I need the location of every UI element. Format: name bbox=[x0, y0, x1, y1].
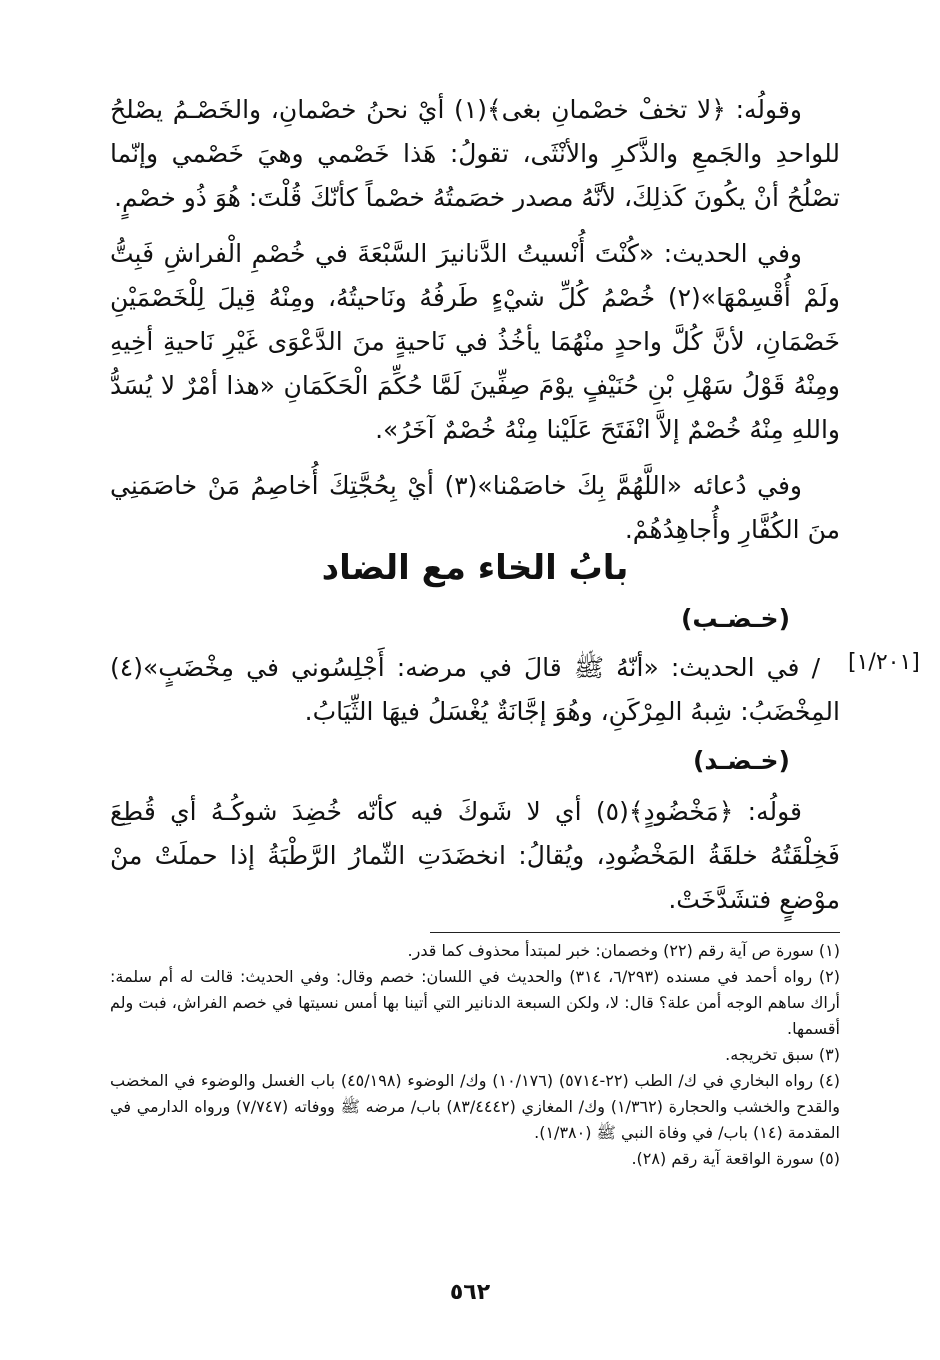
page-number: ٥٦٢ bbox=[449, 1280, 491, 1305]
main-text bbox=[110, 88, 840, 552]
paragraph-2: وفي الحديث: «كُنْتَ أُنْسيتُ الدَّنانيرَ السَّبْعَةَ في خُصْمِ الْفراشِ فَبِتُّ ولَمْ أُقْسِمْهَا»(٢) خُصْمُ كُلِّ شيْءٍ طَرفُهُ ونَاحيتُهُ، ومِنْهُ قِيلَ لِلْخَصْمَيْنِ خَصْمَانِ، لأنَّ كُلَّ واحدٍ منْهُمَا يأخُذُ في نَاحيةٍ منَ الدَّعْوَى غَيْرِ نَاحيةِ أخِيهِ ومِنْهُ قَوْلُ سَهْلِ بْنِ حُنَيْفٍ يوْمَ صِفِّينَ لَمَّا حُكِّمَ الْحَكَمَانِ «هذا أمْرٌ لا يُسَدُّ واللهِ مِنْهُ خُصْمٌ إلاَّ انْفَتَحَ عَلَيْنا مِنْهُ خُصْمٌ آخَرُ». bbox=[110, 239, 840, 444]
entry-khadad-text bbox=[110, 790, 840, 922]
entry-heading-khadab: (خـضـب) bbox=[680, 604, 790, 633]
footnote-4: (٤) رواه البخاري في ك/ الطب (٢٢-٥٧١٤) (١٠/١٧٦) وك/ الوضوء (٤٥/١٩٨) باب الغسل والوضوء في المخضب والقدح والخشب والحجارة (١/٣٦٢) وك/ المغازي (٨٣/٤٤٤٢) باب/ مرضه ﷺ ووفاته (٧/٧٤٧) ورواه الدارمي في المقدمة (١٤) باب/ في وفاة النبي ﷺ (١/٣٨٠). bbox=[110, 1071, 841, 1142]
footnote-1: (١) سورة ص آية رقم (٢٢) وخصمان: خبر لمبتدأ محذوف كما قدر. bbox=[407, 941, 840, 960]
paragraph-1: وقولُه: ﴿لا تخفْ خصْمانِ بغى﴾(١) أيْ نحنُ خصْمانِ، والخَصْـمُ يصْلحُ للواحدِ والجَمعِ والذَّكرِ والأنْثَى، تقولُ: هَذا خَصْمي وهيَ خَصْمي وإنّما تصْلُحُ أنْ يكُونَ كَذلِكَ، لأنَّهُ مصدر خصَمتُهُ خصْماً كأنّكَ قُلْتَ: هُوَ ذُو خصْمٍ. bbox=[110, 95, 840, 212]
entry-heading-khadad: (خـضـد) bbox=[692, 746, 790, 775]
footnotes bbox=[110, 938, 840, 1172]
footnote-divider bbox=[430, 932, 840, 933]
footnote-5: (٥) سورة الواقعة آية رقم (٢٨). bbox=[631, 1149, 840, 1168]
paragraph-4: / في الحديث: «أنّهُ ﷺ قالَ في مرضه: أَجْلِسُوني في مِخْضَبٍ»(٤) المِخْضَبُ: شِبهُ المِرْكَنِ، وهُوَ إجَّانَةٌ يُغْسَلُ فيهَا الثِّيَابُ. bbox=[110, 653, 840, 726]
margin-page-reference: [١/٢٠١] bbox=[848, 650, 920, 675]
paragraph-5: قولُه: ﴿مَخْضُودٍ﴾(٥) أي لا شَوكَ فيه كأنّه خُضِدَ شوكُـهُ أي قُطِعَ فَخِلْقَتُهُ خلقَةُ المَخْضُودِ، ويُقالُ: انخضَدَتِ الثّمارُ الرَّطْبَةُ إذا حملَتْ منْ موْضعٍ فتشَدَّخَتْ. bbox=[110, 797, 840, 914]
footnote-3: (٣) سبق تخريجه. bbox=[725, 1045, 840, 1064]
paragraph-3: وفي دُعائه «اللَّهُمَّ بِكَ خاصَمْنا»(٣) أيْ بِحُجَّتِكَ أُخاصِمُ مَنْ خاصَمَنِي منَ الكُفَّارِ وأُجاهِدُهُمْ. bbox=[110, 471, 840, 544]
section-heading: بابُ الخاء مع الضاد bbox=[321, 548, 629, 588]
footnote-2: (٢) رواه أحمد في مسنده (٦/٢٩٣، ٣١٤) والحديث في اللسان: خصم وقال: وفي الحديث: قالت له أم سلمة: أراك ساهم الوجه أمن علة؟ قال: لا، ولكن السبعة الدنانير التي أتينا بها أمس نسيتها في خصم الفراش، فبت ولم أقسمها. bbox=[110, 967, 841, 1038]
entry-khadab-text bbox=[110, 646, 840, 734]
